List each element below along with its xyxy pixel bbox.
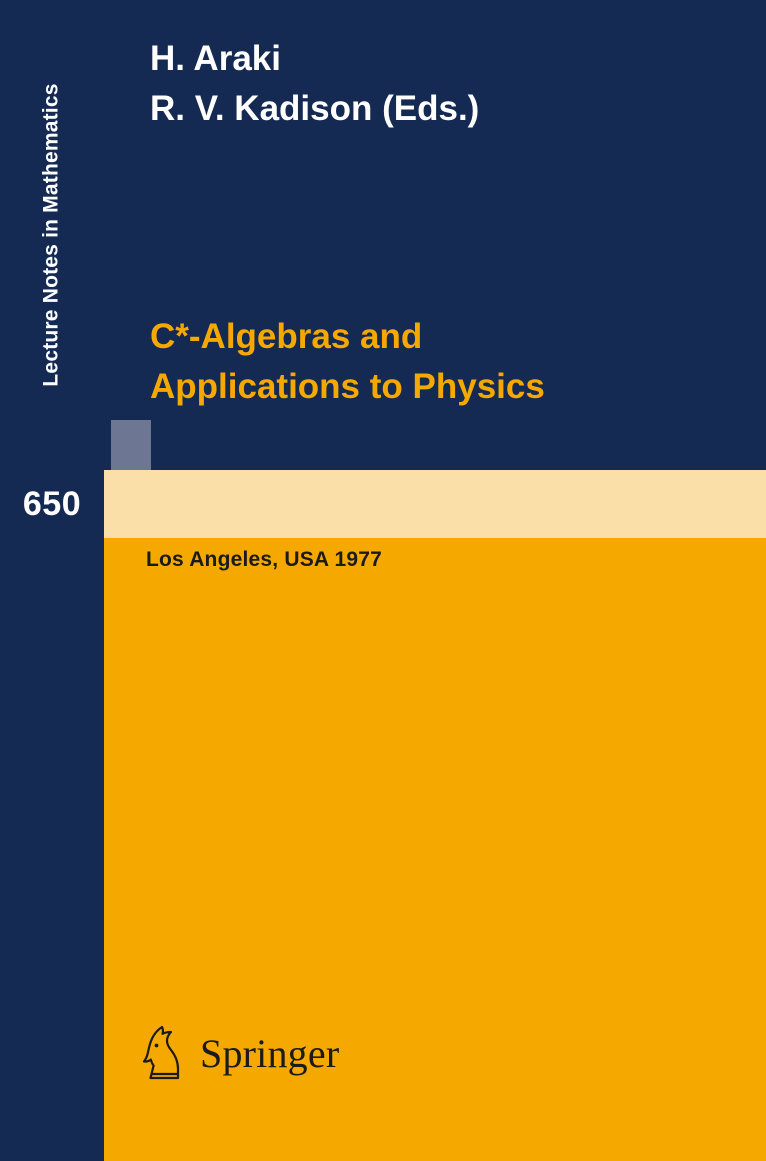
series-title-text: Lecture Notes in Mathematics — [40, 83, 63, 387]
title-line-1: C*-Algebras and — [150, 317, 423, 356]
publisher-block — [140, 1025, 339, 1081]
grey-accent-tab — [111, 420, 151, 470]
pale-divider-band — [104, 470, 766, 538]
springer-knight-icon — [140, 1025, 190, 1081]
editor-line-1: H. Araki — [150, 39, 281, 78]
title-line-2: Applications to Physics — [150, 366, 545, 406]
series-title — [0, 0, 104, 470]
publisher-name: Springer — [200, 1030, 340, 1076]
book-title — [150, 312, 730, 411]
volume-number: 650 — [22, 484, 82, 523]
editor-line-2: R. V. Kadison (Eds.) — [150, 88, 480, 128]
conference-subtitle: Los Angeles, USA 1977 — [146, 548, 383, 571]
editors-block — [150, 34, 710, 133]
